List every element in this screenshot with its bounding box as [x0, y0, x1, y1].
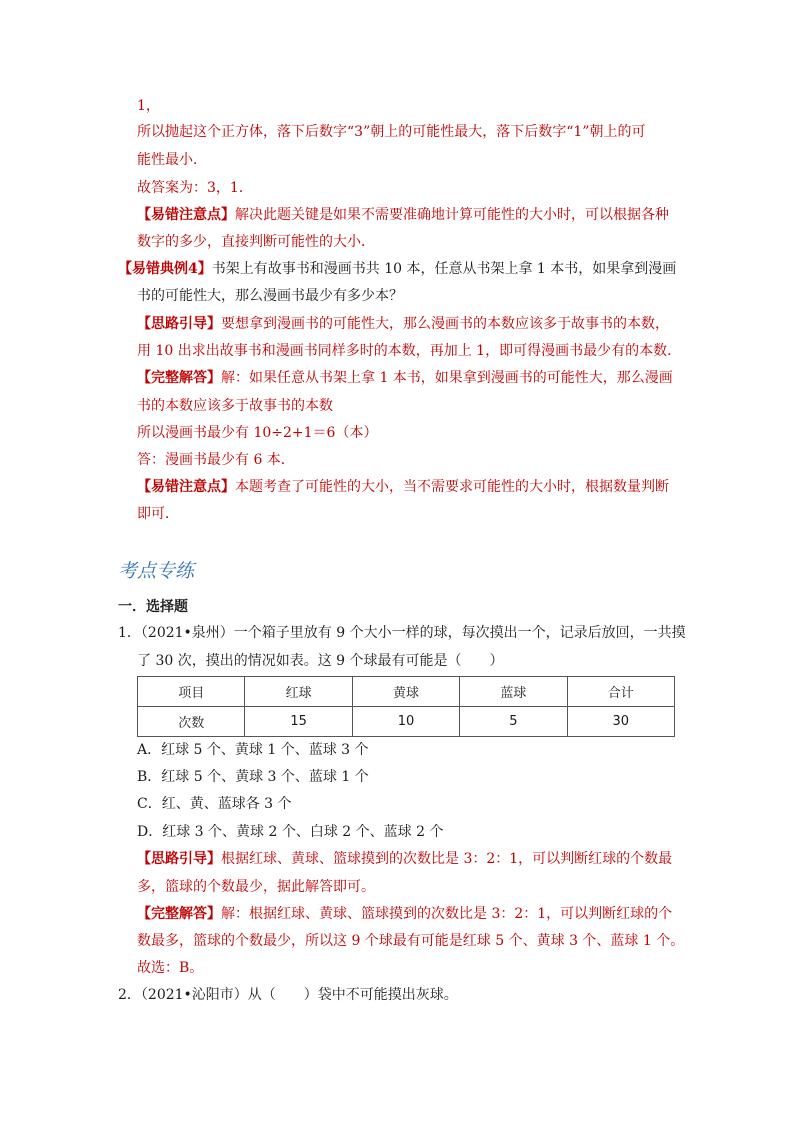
guide-line [137, 314, 669, 334]
guide-tag: 【思路引导】 [137, 316, 221, 332]
note-line: 数字的多少，直接判断可能性的大小． [137, 234, 375, 250]
table-cell: 黄球 [352, 677, 459, 707]
guide-line [137, 849, 672, 869]
table-cell: 30 [567, 707, 674, 737]
solution-tag: 【完整解答】 [137, 906, 221, 922]
note-line [137, 205, 669, 225]
guide-text: 根据红球、黄球、篮球摸到的次数比是 3：2：1，可以判断红球的个数最 [221, 851, 673, 867]
guide-line: 用 10 出求出故事书和漫画书同样多时的本数，再加上 1，即可得漫画书最少有的本数． [137, 343, 682, 359]
option-c: C．红、黄、蓝球各 3 个 [137, 796, 292, 812]
solution-line [137, 368, 673, 388]
solution-line: 答：漫画书最少有 6 本． [137, 452, 295, 468]
solution-line: 所以抛起这个正方体，落下后数字“3”朝上的可能性最大，落下后数字“1”朝上的可 [137, 124, 646, 140]
option-b: B．红球 5 个、黄球 3 个、蓝球 1 个 [137, 769, 369, 785]
option-d: D．红球 3 个、黄球 2 个、白球 2 个、蓝球 2 个 [137, 824, 444, 840]
solution-text: 解：如果任意从书架上拿 1 本书，如果拿到漫画书的可能性大，那么漫画 [221, 370, 673, 386]
solution-text: 解：根据红球、黄球、篮球摸到的次数比是 3：2：1，可以判断红球的个 [221, 906, 673, 922]
guide-line: 多，篮球的个数最少，据此解答即可。 [137, 879, 375, 895]
results-table [137, 676, 675, 737]
table-cell: 次数 [138, 707, 245, 737]
solution-line: 数最多，篮球的个数最少，所以这 9 个球最有可能是红球 5 个、黄球 3 个、蓝球 1 个。 [137, 933, 685, 949]
note-tag: 【易错注意点】 [137, 479, 235, 495]
example-question [118, 259, 676, 279]
example-question-text: 书架上有故事书和漫画书共 10 本，任意从书架上拿 1 本书，如果拿到漫画 [211, 261, 677, 277]
table-header-row [138, 677, 675, 707]
note-text: 解决此题关键是如果不需要准确地计算可能性的大小时，可以根据各种 [235, 207, 669, 223]
answer-line: 故答案为：3，1． [137, 180, 253, 196]
solution-line: 书的本数应该多于故事书的本数 [137, 398, 333, 414]
question-1-text: 1．（2021•泉州）一个箱子里放有 9 个大小一样的球，每次摸出一个，记录后放回，一共摸 [118, 625, 686, 641]
guide-tag: 【思路引导】 [137, 851, 221, 867]
answer-line: 故选：B。 [137, 960, 204, 976]
table-cell: 红球 [245, 677, 352, 707]
example-question: 书的可能性大，那么漫画书最少有多少本？ [137, 288, 403, 304]
question-1-text: 了 30 次，摸出的情况如表。这 9 个球最有可能是（ ） [137, 653, 504, 669]
table-cell: 合计 [567, 677, 674, 707]
subsection-title: 一．选择题 [118, 599, 188, 615]
option-a: A．红球 5 个、黄球 1 个、蓝球 3 个 [137, 742, 369, 758]
note-line [137, 477, 669, 497]
solution-line: 能性最小． [137, 152, 207, 168]
solution-line: 所以漫画书最少有 10÷2+1＝6（本） [137, 425, 378, 441]
table-cell: 5 [460, 707, 567, 737]
example-tag: 【易错典例4】 [118, 261, 212, 277]
note-tag: 【易错注意点】 [137, 207, 235, 223]
table-cell: 项目 [138, 677, 245, 707]
table-cell: 10 [352, 707, 459, 737]
table-cell: 蓝球 [460, 677, 567, 707]
table-row [138, 707, 675, 737]
question-2-text: 2．（2021•沁阳市）从（ ）袋中不可能摸出灰球。 [118, 987, 458, 1003]
guide-text: 要想拿到漫画书的可能性大，那么漫画书的本数应该多于故事书的本数， [221, 316, 669, 332]
solution-line [137, 904, 672, 924]
solution-line: 1， [137, 98, 160, 114]
section-title: 考点专练 [118, 560, 195, 582]
note-line: 即可． [137, 506, 179, 522]
solution-tag: 【完整解答】 [137, 370, 221, 386]
note-text: 本题考查了可能性的大小，当不需要求可能性的大小时，根据数量判断 [235, 479, 669, 495]
table-cell: 15 [245, 707, 352, 737]
